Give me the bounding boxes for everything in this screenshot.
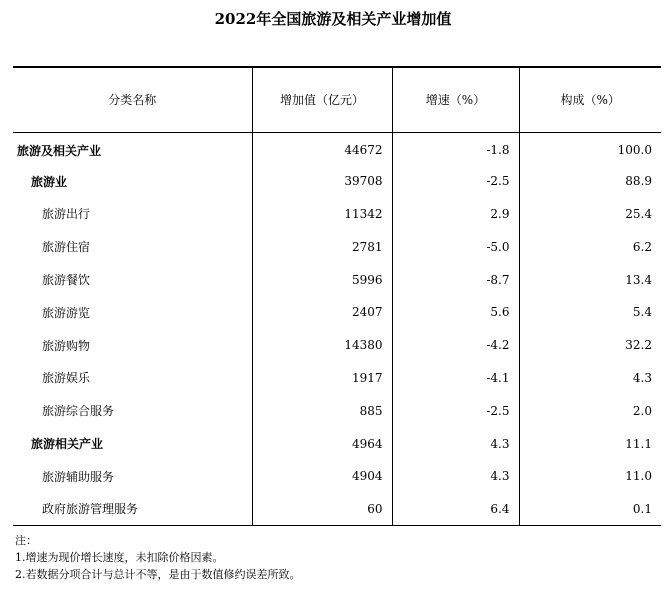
footnote-item: 1.增速为现价增长速度，未扣除价格因素。 [15,551,224,564]
row-value: 4964 [252,427,392,460]
row-name: 旅游综合服务 [42,404,115,419]
row-value: 14380 [252,329,392,362]
table-row [13,198,661,231]
row-name: 旅游辅助服务 [42,469,115,484]
row-name: 旅游娱乐 [42,371,91,386]
table-row [13,362,661,395]
row-name: 政府旅游管理服务 [42,502,139,517]
row-value: 60 [252,493,392,526]
row-value: 44672 [252,132,392,165]
row-share: 88.9 [519,165,661,198]
row-value: 2781 [252,230,392,263]
row-name: 旅游游览 [42,305,91,320]
table-row [13,165,661,198]
row-value: 2407 [252,296,392,329]
header-growth: 增速（%） [392,67,519,132]
table-row [13,493,661,526]
row-value: 885 [252,394,392,427]
row-growth: 4.3 [392,427,519,460]
row-growth: -1.8 [392,132,519,165]
notes-label: 注： [15,534,37,547]
row-growth: -5.0 [392,230,519,263]
table-row [13,329,661,362]
row-share: 13.4 [519,263,661,296]
header-value: 增加值（亿元） [252,67,392,132]
table-row [13,263,661,296]
row-growth: -8.7 [392,263,519,296]
footnotes [15,532,301,583]
row-growth: -4.2 [392,329,519,362]
header-row [13,67,661,132]
page-title: 2022年全国旅游及相关产业增加值 [214,10,452,28]
table-row [13,132,661,165]
row-name: 旅游业 [31,174,68,189]
row-share: 5.4 [519,296,661,329]
row-value: 4904 [252,460,392,493]
row-share: 0.1 [519,493,661,526]
table-row [13,230,661,263]
footnote-item: 2.若数据分项合计与总计不等，是由于数值修约误差所致。 [15,568,301,581]
row-share: 2.0 [519,394,661,427]
row-name: 旅游及相关产业 [17,143,102,158]
row-growth: 4.3 [392,460,519,493]
row-share: 11.0 [519,460,661,493]
row-share: 100.0 [519,132,661,165]
row-name: 旅游出行 [42,207,91,222]
header-share: 构成（%） [519,67,661,132]
header-category: 分类名称 [108,93,157,108]
table-row [13,460,661,493]
row-name: 旅游住宿 [42,240,91,255]
row-growth: 2.9 [392,198,519,231]
row-share: 11.1 [519,427,661,460]
row-share: 6.2 [519,230,661,263]
row-value: 11342 [252,198,392,231]
row-value: 39708 [252,165,392,198]
row-name: 旅游餐饮 [42,273,91,288]
table-row [13,296,661,329]
row-growth: -2.5 [392,394,519,427]
row-name: 旅游购物 [42,338,91,353]
row-growth: -2.5 [392,165,519,198]
row-growth: 5.6 [392,296,519,329]
row-name: 旅游相关产业 [31,437,104,452]
table-row [13,394,661,427]
row-growth: -4.1 [392,362,519,395]
row-share: 4.3 [519,362,661,395]
data-table [13,66,661,526]
row-value: 1917 [252,362,392,395]
table-row [13,427,661,460]
row-share: 25.4 [519,198,661,231]
row-growth: 6.4 [392,493,519,526]
row-share: 32.2 [519,329,661,362]
row-value: 5996 [252,263,392,296]
